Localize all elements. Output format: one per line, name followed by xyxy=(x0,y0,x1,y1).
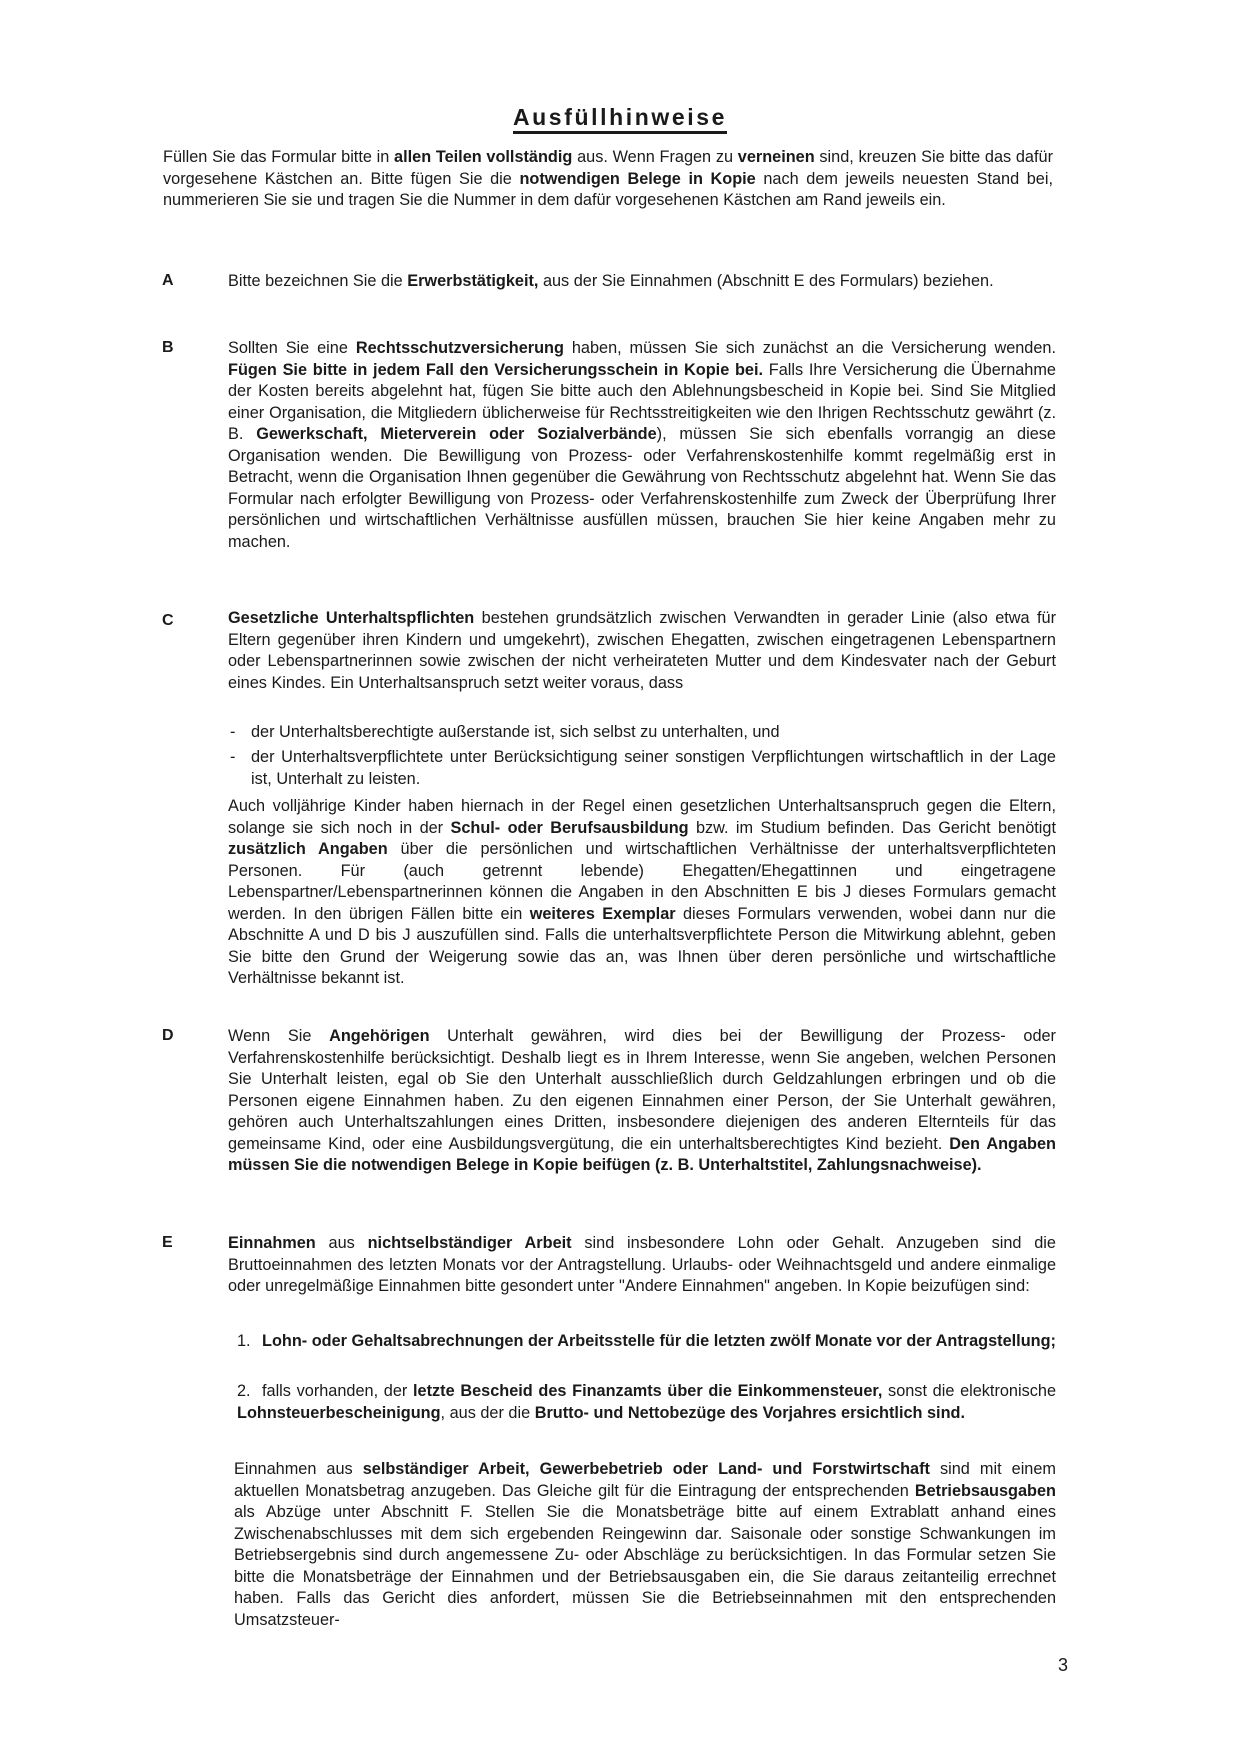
page-number: 3 xyxy=(1058,1655,1069,1675)
page-title xyxy=(0,104,1240,131)
section-c-paragraph-1: Gesetzliche Unterhaltspflichten bestehen grundsätzlich zwischen Verwandten in gerader Linie (also etwa für Eltern gegenüber ihren Kindern und umgekehrt), zwischen Ehegatten, zwischen eingetragenen Lebenspartnern oder Lebenspartnerinnen sowie zwischen der nicht verheirateten Mutter und dem Kindesvater nach der Geburt eines Kindes. Ein Unterhaltsanspruch setzt weiter voraus, dass xyxy=(228,609,1056,692)
section-e-paragraph-1: Einnahmen aus nichtselbständiger Arbeit sind insbesondere Lohn oder Gehalt. Anzugeben sind die Bruttoeinnahmen des letzten Monats vor der Antragstellung. Urlaubs- oder Weihnachtsgeld und andere einmalige oder unregelmäßige Einnahmen bitte gesondert unter "Andere Einnahmen" angeben. In Kopie beizufügen sind: xyxy=(228,1234,1056,1295)
section-c-paragraph-2: Auch volljährige Kinder haben hiernach in der Regel einen gesetzlichen Unterhaltsanspruch gegen die Eltern, solange sie sich noch in der Schul- oder Berufsausbildung bzw. im Studium befinden. Das Gericht benötigt zusätzlich Angaben über die persönlichen und wirtschaftlichen Verhältnisse der unterhaltsverpflichteten Personen. Für (auch getrennt lebende) Ehegatten/Ehegattinnen und eingetragene Lebenspartner/Lebenspartnerinnen können die Angaben in den Abschnitten E bis J dieses Formulars gemacht werden. In den übrigen Fällen bitte ein weiteres Exemplar dieses Formulars verwenden, wobei dann nur die Abschnitte A und D bis J auszufüllen sind. Falls die unterhaltsverpflichtete Person die Mitwirkung ablehnt, geben Sie bitte den Grund der Weigerung sowie das an, was Ihnen über deren persönliche und wirtschaftliche Verhältnisse bekannt ist. xyxy=(228,797,1056,987)
list-number: 1. xyxy=(237,1332,251,1350)
section-c-bullet-1: der Unterhaltsberechtigte außerstande ist, sich selbst zu unterhalten, und xyxy=(251,723,780,741)
section-e-item-2: 2. falls vorhanden, der letzte Bescheid des Finanzamts über die Einkommensteuer, sonst die elektronische Lohnsteuerbescheinigung, aus der die Brutto- und Nettobezüge des Vorjahres ersichtlich sind. xyxy=(237,1382,1056,1422)
title-text: Ausfüllhinweise xyxy=(513,104,727,134)
section-letter-d: D xyxy=(162,1027,174,1044)
section-letter-a: A xyxy=(162,272,174,289)
bullet-marker: - xyxy=(230,723,236,741)
section-letter-e: E xyxy=(162,1234,173,1251)
section-c-bullet-2: der Unterhaltsverpflichtete unter Berücksichtigung seiner sonstigen Verpflichtungen wirtschaftlich in der Lage ist, Unterhalt zu leisten. xyxy=(251,748,1056,788)
section-d-paragraph: Wenn Sie Angehörigen Unterhalt gewähren, wird dies bei der Bewilligung der Prozess- oder Verfahrenskostenhilfe berücksichtigt. Deshalb liegt es in Ihrem Interesse, wenn Sie angeben, welchen Personen Sie Unterhalt leisten, egal ob Sie den Unterhalt ausschließlich durch Geldzahlungen erbringen und ob die Personen eigene Einnahmen haben. Zu den eigenen Einnahmen einer Person, der Sie Unterhalt gewähren, gehören auch Unterhaltszahlungen eines Dritten, insbesondere diejenigen des anderen Elternteils für das gemeinsame Kind, oder eine Ausbildungsvergütung, die ein unterhaltsberechtigtes Kind bezieht. Den Angaben müssen Sie die notwendigen Belege in Kopie beifügen (z. B. Unterhaltstitel, Zahlungsnachweise). xyxy=(228,1027,1056,1174)
intro-paragraph: Füllen Sie das Formular bitte in allen Teilen vollständig aus. Wenn Fragen zu verneinen sind, kreuzen Sie bitte das dafür vorgesehene Kästchen an. Bitte fügen Sie die notwendigen Belege in Kopie nach dem jeweils neuesten Stand bei, nummerieren Sie sie und tragen Sie die Nummer in dem dafür vorgesehenen Kästchen am Rand jeweils ein. xyxy=(163,148,1053,209)
bullet-marker: - xyxy=(230,748,236,766)
section-letter-b: B xyxy=(162,339,174,356)
section-letter-c: C xyxy=(162,612,174,629)
section-e-paragraph-2: Einnahmen aus selbständiger Arbeit, Gewerbebetrieb oder Land- und Forstwirtschaft sind mit einem aktuellen Monatsbetrag anzugeben. Das Gleiche gilt für die Eintragung der entsprechenden Betriebsausgaben als Abzüge unter Abschnitt F. Stellen Sie die Monatsbeträge bitte auf einem Extrablatt anhand eines Zwischenabschlusses mit dem sich ergebenden Reingewinn dar. Saisonale oder sonstige Schwankungen im Betriebsergebnis sind durch angemessene Zu- oder Abschläge zu berücksichtigen. In das Formular setzen Sie bitte die Monatsbeträge der Einnahmen und der Betriebsausgaben ein, die Sie daraus zeitanteilig errechnet haben. Falls das Gericht dies anfordert, müssen Sie die Betriebseinnahmen mit den entsprechenden Umsatzsteuer- xyxy=(234,1460,1056,1629)
section-b-paragraph: Sollten Sie eine Rechtsschutzversicherung haben, müssen Sie sich zunächst an die Versicherung wenden. Fügen Sie bitte in jedem Fall den Versicherungsschein in Kopie bei. Falls Ihre Versicherung die Übernahme der Kosten bereits abgelehnt hat, fügen Sie bitte auch den Ablehnungsbescheid in Kopie bei. Sind Sie Mitglied einer Organisation, die Mitgliedern üblicherweise für Rechtsstreitigkeiten wie den Ihrigen Rechtsschutz gewährt (z. B. Gewerkschaft, Mieterverein oder Sozialverbände), müssen Sie sich ebenfalls vorrangig an diese Organisation wenden. Die Bewilligung von Prozess- oder Verfahrenskostenhilfe kommt regelmäßig erst in Betracht, wenn die Organisation Ihnen gegenüber die Gewährung von Rechtsschutz abgelehnt hat. Wenn Sie das Formular nach erfolgter Bewilligung von Prozess- oder Verfahrenskostenhilfe zum Zweck der Überprüfung Ihrer persönlichen und wirtschaftlichen Verhältnisse ausfüllen müssen, brauchen Sie hier keine Angaben mehr zu machen. xyxy=(228,339,1056,551)
section-e-item-1: Lohn- oder Gehaltsabrechnungen der Arbeitsstelle für die letzten zwölf Monate vor der Antragstellung; xyxy=(262,1332,1056,1350)
section-a-paragraph: Bitte bezeichnen Sie die Erwerbstätigkeit, aus der Sie Einnahmen (Abschnitt E des Formulars) beziehen. xyxy=(228,272,994,290)
